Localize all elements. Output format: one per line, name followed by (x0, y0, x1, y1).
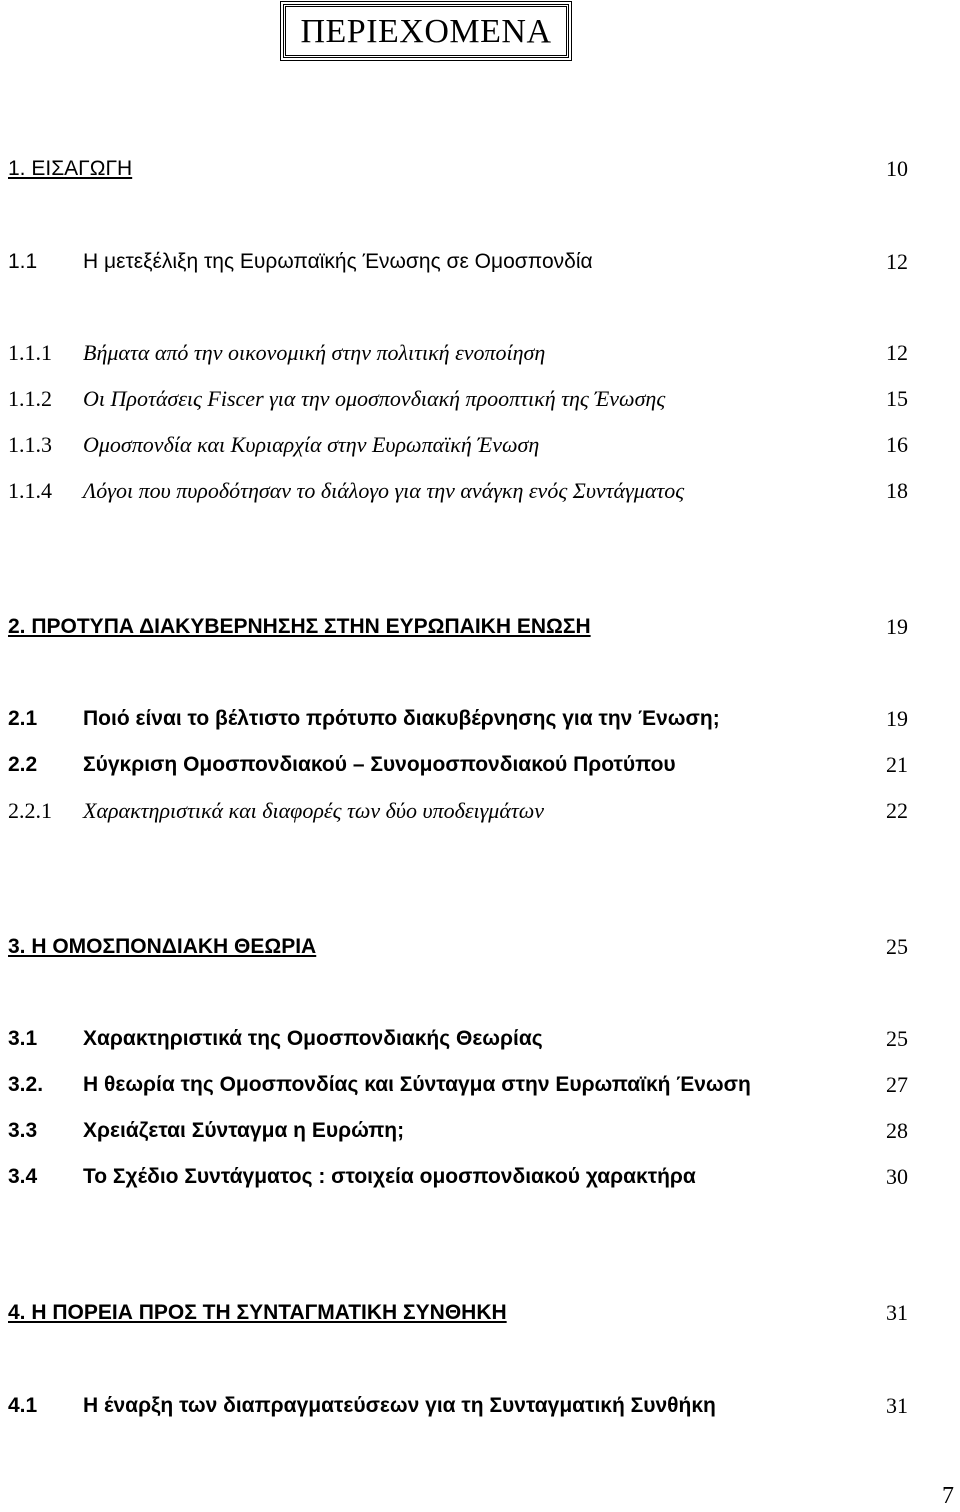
toc-entry-number: 1.1.4 (8, 478, 52, 503)
toc-chapter-1 (0, 152, 960, 186)
toc-page-number: 22 (886, 798, 908, 823)
toc-page-number: 15 (886, 386, 908, 411)
toc-page-number: 25 (886, 1026, 908, 1051)
toc-entry-number: 1.1 (8, 250, 38, 273)
toc-entry-number: 3.4 (8, 1165, 38, 1188)
toc-entry-title: Το Σχέδιο Συντάγματος : στοιχεία ομοσπονδιακού χαρακτήρα (83, 1165, 696, 1188)
toc-entry-title: Λόγοι που πυροδότησαν το διάλογο για την ανάγκη ενός Συντάγματος (83, 478, 685, 503)
toc-entry-4-1 (0, 1389, 960, 1423)
toc-entry-title: Χρειάζεται Σύνταγμα η Ευρώπη; (83, 1119, 405, 1142)
toc-page-number: 28 (886, 1118, 908, 1143)
toc-page-number: 25 (886, 934, 908, 959)
toc-entry-2-1 (0, 702, 960, 736)
toc-page-number: 18 (886, 478, 908, 503)
toc-entry-1-1-2 (0, 382, 960, 416)
toc-entry-title: Η μετεξέλιξη της Ευρωπαϊκής Ένωσης σε Ομοσπονδία (83, 250, 593, 273)
toc-entry-2-2-1 (0, 794, 960, 828)
toc-heading: 1. ΕΙΣΑΓΩΓΗ (8, 157, 133, 180)
toc-page-number: 31 (886, 1300, 908, 1325)
toc-entry-number: 1.1.2 (8, 386, 52, 411)
toc-entry-3-2 (0, 1068, 960, 1102)
toc-entry-number: 4.1 (8, 1394, 38, 1417)
toc-entry-title: Σύγκριση Ομοσπονδιακού – Συνομοσπονδιακού Προτύπου (83, 753, 676, 776)
toc-page-number: 21 (886, 752, 908, 777)
toc-heading: 2. ΠΡΟΤΥΠΑ ΔΙΑΚΥΒΕΡΝΗΣΗΣ ΣΤΗΝ ΕΥΡΩΠΑΙΚΗ ΕΝΩΣΗ (8, 615, 591, 638)
toc-entry-title: Χαρακτηριστικά της Ομοσπονδιακής Θεωρίας (83, 1027, 543, 1050)
toc-entry-number: 3.3 (8, 1119, 38, 1142)
toc-entry-title: Ποιό είναι το βέλτιστο πρότυπο διακυβέρνησης για την Ένωση; (83, 707, 720, 730)
toc-page-number: 31 (886, 1393, 908, 1418)
toc-entry-1-1-3 (0, 428, 960, 462)
toc-entry-number: 2.2 (8, 753, 38, 776)
toc-entry-1-1-4 (0, 474, 960, 508)
toc-entry-number: 2.2.1 (8, 798, 52, 823)
page-number: 7 (942, 1483, 954, 1509)
toc-entry-title: Ομοσπονδία και Κυριαρχία στην Ευρωπαϊκή Ένωση (83, 432, 540, 457)
toc-entry-title: Η έναρξη των διαπραγματεύσεων για τη Συνταγματική Συνθήκη (83, 1394, 716, 1417)
toc-page-number: 10 (886, 156, 908, 181)
toc-entry-1-1-1 (0, 336, 960, 370)
page-title: ΠΕΡΙΕΧΟΜΕΝΑ (300, 13, 552, 50)
toc-entry-title: Βήματα από την οικονομική στην πολιτική ενοποίηση (83, 340, 546, 365)
toc-chapter-3 (0, 930, 960, 964)
toc-page-number: 30 (886, 1164, 908, 1189)
toc-entry-number: 1.1.1 (8, 340, 52, 365)
toc-entry-3-1 (0, 1022, 960, 1056)
toc-entry-3-3 (0, 1114, 960, 1148)
toc-heading: 4. Η ΠΟΡΕΙΑ ΠΡΟΣ ΤΗ ΣΥΝΤΑΓΜΑΤΙΚΗ ΣΥΝΘΗΚΗ (8, 1301, 507, 1324)
toc-page-number: 12 (886, 249, 908, 274)
toc-entry-number: 3.2. (8, 1073, 44, 1096)
toc-entry-title: Η θεωρία της Ομοσπονδίας και Σύνταγμα στην Ευρωπαϊκή Ένωση (83, 1073, 751, 1096)
toc-page-number: 16 (886, 432, 908, 457)
toc-entry-2-2 (0, 748, 960, 782)
toc-page-number: 27 (886, 1072, 908, 1097)
toc-entry-number: 3.1 (8, 1027, 38, 1050)
toc-entry-3-4 (0, 1160, 960, 1194)
toc-page-number: 19 (886, 614, 908, 639)
toc-chapter-2 (0, 610, 960, 644)
toc-page-number: 12 (886, 340, 908, 365)
toc-chapter-4 (0, 1296, 960, 1330)
toc-heading: 3. Η ΟΜΟΣΠΟΝΔΙΑΚΗ ΘΕΩΡΙΑ (8, 935, 317, 958)
toc-entry-number: 2.1 (8, 707, 38, 730)
toc-title-box (283, 4, 569, 58)
toc-entry-number: 1.1.3 (8, 432, 52, 457)
toc-entry-1-1 (0, 245, 960, 279)
toc-page-number: 19 (886, 706, 908, 731)
toc-entry-title: Οι Προτάσεις Fiscer για την ομοσπονδιακή προοπτική της Ένωσης (83, 386, 666, 411)
toc-entry-title: Χαρακτηριστικά και διαφορές των δύο υποδειγμάτων (83, 798, 545, 823)
